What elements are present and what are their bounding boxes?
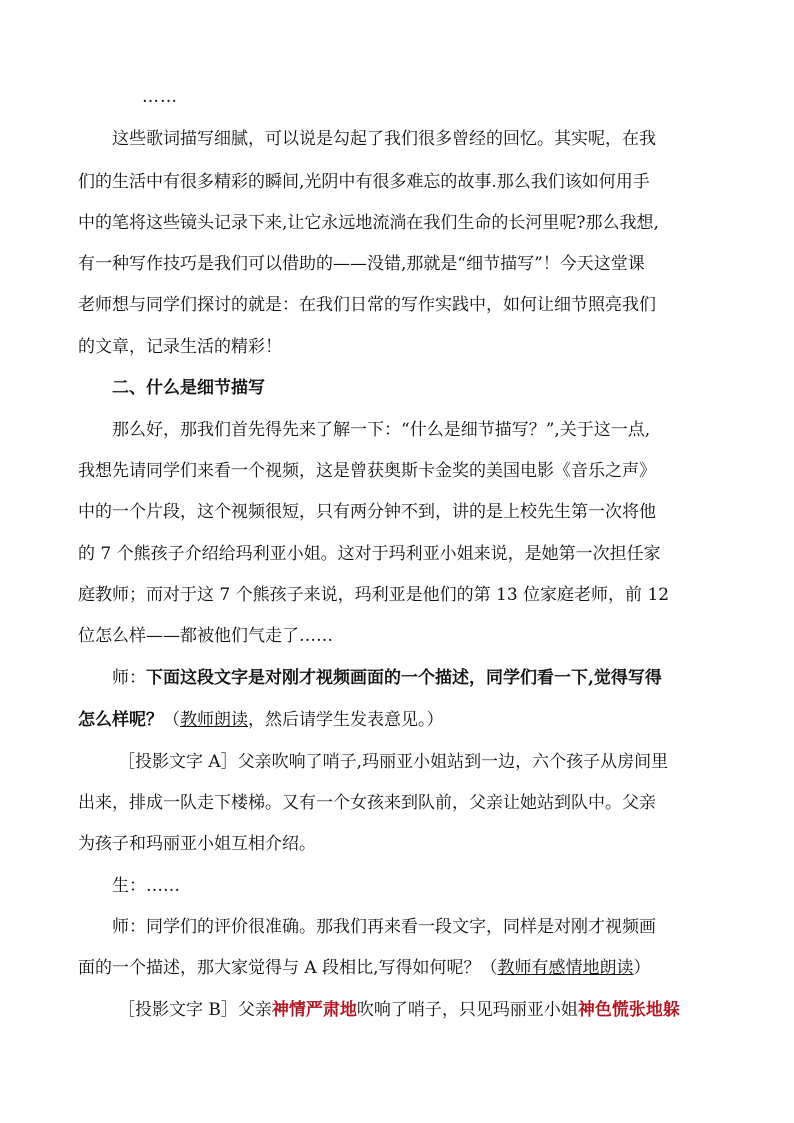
projection-text-a: ［投影文字 A］父亲吹响了哨子,玛丽亚小姐站到一边，六个孩子从房间里	[118, 752, 669, 772]
paren-open: （	[163, 710, 180, 730]
paragraph-text: ［投影文字 B］父亲	[118, 1000, 272, 1020]
teacher-question-line	[78, 709, 728, 731]
projection-text-a: 出来，排成一队走下楼梯。又有一个女孩来到队前，父亲让她站到队中。父亲	[78, 793, 656, 813]
projection-text-a: 为孩子和玛丽亚小姐互相介绍。	[78, 834, 316, 854]
stage-direction: 教师有感情地朗读	[497, 958, 634, 978]
stage-direction: 教师朗读	[180, 710, 248, 730]
paragraph-line: 我想先请同学们来看一个视频，这是曾获奥斯卡金奖的美国电影《音乐之声》	[78, 461, 656, 481]
teacher-question-line	[112, 667, 728, 689]
paragraph-line: 中的笔将这些镜头记录下来,让它永远地流淌在我们生命的长河里呢?那么我想,	[78, 213, 659, 233]
paragraph-line	[78, 957, 728, 979]
bold-question: 下面这段文字是对刚才视频画面的一个描述，同学们看一下,觉得写得	[146, 668, 662, 688]
paragraph-line: 师：同学们的评价很准确。那我们再来看一段文字，同样是对刚才视频画	[112, 917, 656, 937]
speaker-label: 师：	[112, 668, 146, 688]
projection-text-b	[118, 999, 728, 1021]
highlight-phrase: 神色慌张地	[577, 1000, 663, 1020]
paragraph-line: 这些歌词描写细腻，可以说是勾起了我们很多曾经的回忆。其实呢，在我	[112, 129, 656, 149]
paragraph-text: 吹响了哨子，只见玛丽亚小姐	[356, 1000, 578, 1020]
paragraph-line: 庭教师；而对于这 7 个熊孩子来说，玛利亚是他们的第 13 位家庭老师，前 12	[78, 585, 670, 605]
paragraph-line: 那么好，那我们首先得先来了解一下：“什么是细节描写？”,关于这一点,	[112, 420, 651, 440]
paragraph-line: 老师想与同学们探讨的就是：在我们日常的写作实践中，如何让细节照亮我们	[78, 295, 656, 315]
paragraph-text: ）	[633, 958, 651, 978]
paragraph-line: 中的一个片段，这个视频很短，只有两分钟不到，讲的是上校先生第一次将他	[78, 502, 656, 522]
bold-question: 怎么样呢？	[78, 710, 163, 730]
paragraph-line: 有一种写作技巧是我们可以借助的——没错,那就是“细节描写”！今天这堂课	[78, 254, 645, 274]
student-response: 生：……	[112, 876, 180, 896]
section-heading: 二、什么是细节描写	[112, 378, 265, 398]
paragraph-text: ，然后请学生发表意见。）	[248, 710, 444, 730]
highlight-phrase: 神情严肃地	[271, 1000, 357, 1020]
paragraph-text: 面的一个描述，那大家觉得与 A 段相比,写得如何呢？（	[78, 958, 498, 978]
paragraph-line: 的 7 个熊孩子介绍给玛利亚小姐。这对于玛利亚小姐来说，是她第一次担任家	[78, 544, 661, 564]
ellipsis-line: ……	[142, 87, 178, 107]
paragraph-line: 的文章，记录生活的精彩！	[78, 337, 282, 357]
paragraph-line: 位怎么样——都被他们气走了……	[78, 626, 333, 646]
paragraph-line: 们的生活中有很多精彩的瞬间,光阴中有很多难忘的故事.那么我们该如何用手	[78, 172, 650, 192]
highlight-phrase: 躲	[662, 1000, 680, 1020]
